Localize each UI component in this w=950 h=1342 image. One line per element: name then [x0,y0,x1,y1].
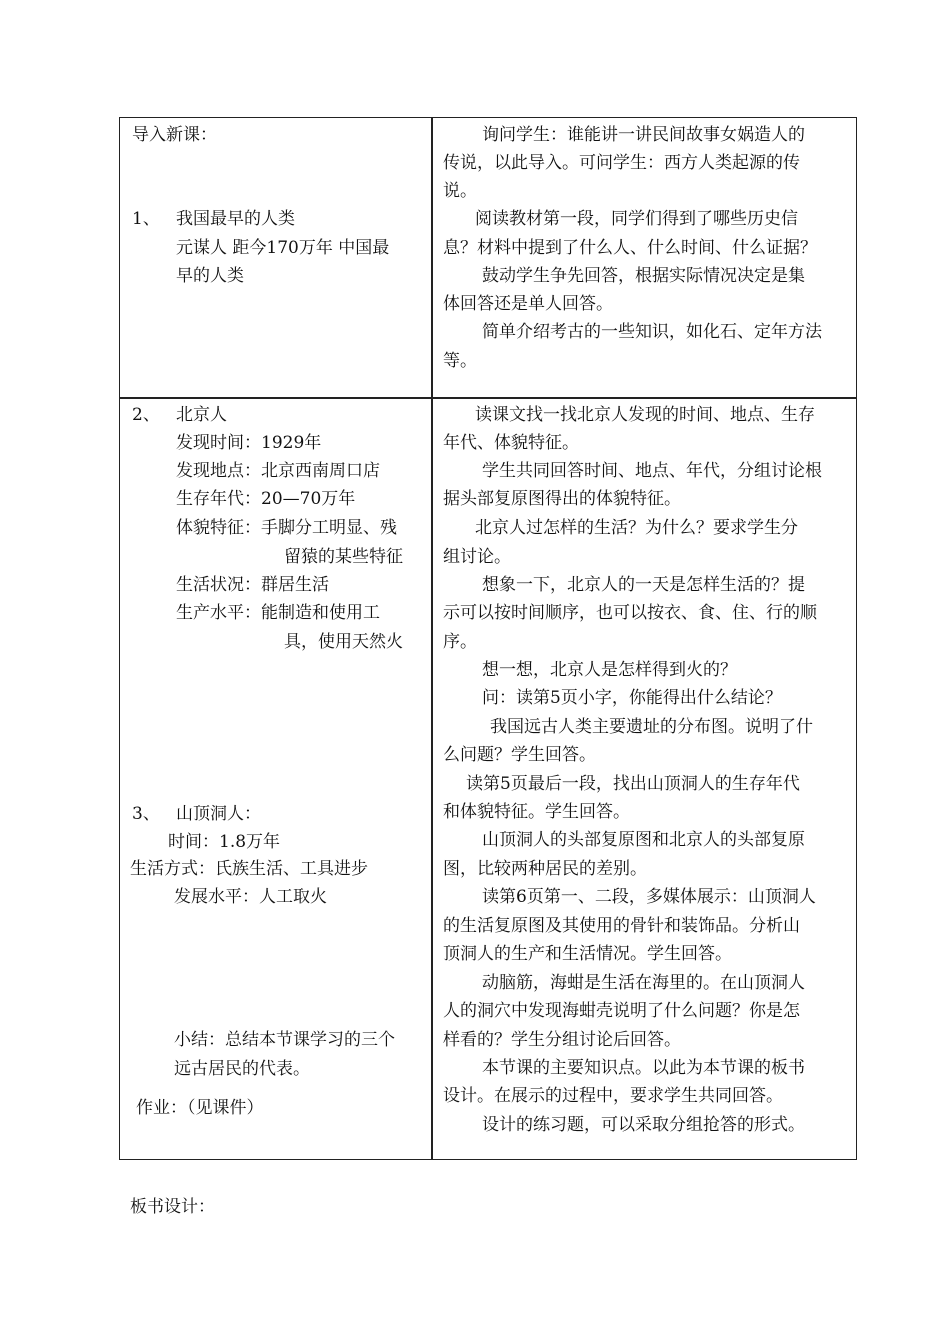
summary-line: 远古居民的代表。 [174,1059,310,1079]
section-2-line: 发现地点：北京西南周口店 [176,461,380,481]
summary-line: 小结：总结本节课学习的三个 [174,1030,395,1050]
section-3-level: 发展水平：人工取火 [174,887,327,907]
section-2-line: 留猿的某些特征 [284,547,403,567]
right-bottom-line: 组讨论。 [443,547,511,567]
section-2-line: 生存年代：20—70万年 [176,489,356,509]
right-bottom-line: 想一想，北京人是怎样得到火的？ [482,660,737,680]
lesson-table [119,117,857,1160]
right-bottom-line: 序。 [443,632,477,652]
right-top-line: 鼓动学生争先回答，根据实际情况决定是集 [482,266,805,286]
right-top-line: 阅读教材第一段，同学们得到了哪些历史信 [475,209,798,229]
homework: 作业：（见课件） [136,1098,264,1118]
section-1-line: 元谋人 距今170万年 中国最 [176,238,390,258]
right-top-line: 等。 [443,351,477,371]
right-bottom-line: 读第5页最后一段，找出山顶洞人的生存年代 [466,774,800,794]
right-bottom-line: 顶洞人的生产和生活情况。学生回答。 [443,944,732,964]
right-bottom-line: 图，比较两种居民的差别。 [443,859,647,879]
section-3-number: 3、 [132,804,160,824]
right-bottom-line: 读课文找一找北京人发现的时间、地点、生存 [475,405,815,425]
section-1-number: 1、 [132,209,160,229]
row-divider [120,397,856,399]
board-design-label: 板书设计： [130,1197,215,1217]
right-top-line: 询问学生：谁能讲一讲民间故事女娲造人的 [482,125,805,145]
right-bottom-line: 问：读第5页小字，你能得出什么结论？ [482,688,782,708]
section-1-title: 我国最早的人类 [176,209,295,229]
right-bottom-line: 设计。在展示的过程中，要求学生共同回答。 [443,1086,783,1106]
right-bottom-line: 北京人过怎样的生活？为什么？要求学生分 [475,518,798,538]
right-bottom-line: 么问题？学生回答。 [443,745,596,765]
right-bottom-line: 学生共同回答时间、地点、年代，分组讨论根 [482,461,822,481]
right-bottom-line: 设计的练习题，可以采取分组抢答的形式。 [482,1115,805,1135]
right-top-line: 说。 [443,181,477,201]
right-bottom-line: 样看的？学生分组讨论后回答。 [443,1030,681,1050]
right-top-line: 体回答还是单人回答。 [443,294,613,314]
section-2-line: 发现时间：1929年 [176,433,322,453]
intro-label: 导入新课： [132,125,217,145]
section-3-time: 时间：1.8万年 [168,832,281,852]
section-2-line: 具，使用天然火 [284,632,403,652]
right-top-line: 息？材料中提到了什么人、什么时间、什么证据？ [443,238,817,258]
section-2-line: 生产水平：能制造和使用工 [176,603,380,623]
right-bottom-line: 想象一下，北京人的一天是怎样生活的？提 [482,575,805,595]
column-divider [431,118,433,1159]
right-bottom-line: 山顶洞人的头部复原图和北京人的头部复原 [482,830,805,850]
section-1-line: 早的人类 [176,266,244,286]
right-bottom-line: 动脑筋，海蚶是生活在海里的。在山顶洞人 [482,973,805,993]
right-top-line: 传说，以此导入。可问学生：西方人类起源的传 [443,153,800,173]
right-bottom-line: 本节课的主要知识点。以此为本节课的板书 [482,1058,805,1078]
right-bottom-line: 年代、体貌特征。 [443,433,579,453]
right-top-line: 简单介绍考古的一些知识，如化石、定年方法 [482,322,822,342]
section-2-title: 北京人 [176,405,227,425]
right-bottom-line: 读第6页第一、二段，多媒体展示：山顶洞人 [482,887,816,907]
right-bottom-line: 人的洞穴中发现海蚶壳说明了什么问题？你是怎 [443,1001,800,1021]
section-3-title: 山顶洞人： [176,804,261,824]
section-2-number: 2、 [132,405,160,425]
right-bottom-line: 示可以按时间顺序，也可以按衣、食、住、行的顺 [443,603,817,623]
right-bottom-line: 的生活复原图及其使用的骨针和装饰品。分析山 [443,916,800,936]
section-2-line: 生活状况：群居生活 [176,575,329,595]
right-bottom-line: 和体貌特征。学生回答。 [443,802,630,822]
section-2-line: 体貌特征：手脚分工明显、残 [176,518,397,538]
section-3-life: 生活方式：氏族生活、工具进步 [130,859,368,879]
right-bottom-line: 我国远古人类主要遗址的分布图。说明了什 [490,717,813,737]
right-bottom-line: 据头部复原图得出的体貌特征。 [443,489,681,509]
